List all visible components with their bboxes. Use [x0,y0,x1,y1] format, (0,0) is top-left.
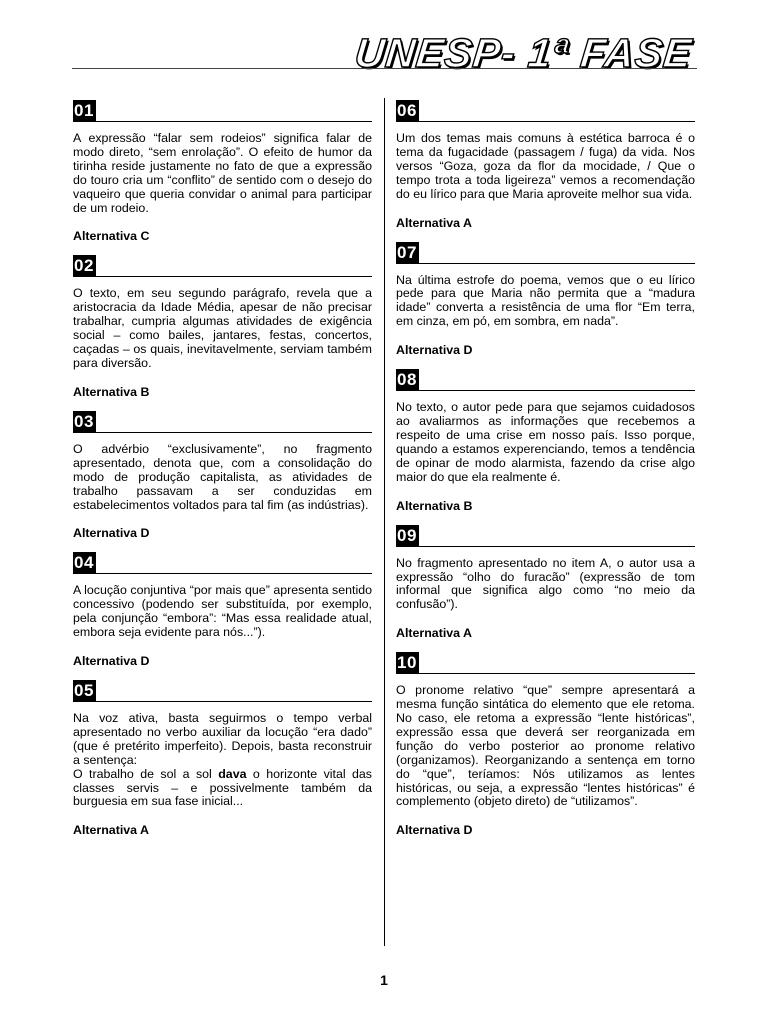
left-column [73,100,372,849]
question-answer: Alternativa C [73,229,150,244]
text-run: o horizonte vital das classes servis – e possivelmente também da burguesia em sua fase inicial... [73,766,372,809]
question-header-rule [396,121,695,122]
question-answer: Alternativa A [73,823,149,838]
question-number: 06 [397,101,417,120]
question-answer: Alternativa B [73,384,150,399]
header-rule [72,68,697,69]
question-block-07 [396,242,695,358]
question-number: 05 [74,681,94,701]
question-answer: Alternativa D [396,343,473,358]
question-number: 02 [74,256,94,276]
page-header-title: UNESP- 1ª FASE [352,30,695,76]
question-header-rule [73,432,372,433]
question-text: Na última estrofe do poema, vemos que o eu lírico pede para que Maria não permita que a “madura idade” converta a resistência de uma flor “Em terra, em cinza, em pó, em sombra, em nada”. [396,272,695,329]
question-text: Na voz ativa, basta seguirmos o tempo verbal apresentado no verbo auxiliar da locução “era dado” (que é pretérito imperfeito). Depois, basta reconstruir a sentença: [73,711,372,767]
question-block-02 [73,255,372,398]
question-header-rule [73,121,372,122]
question-block-05 [73,680,372,837]
question-header [396,652,695,674]
question-header-rule [396,263,695,264]
question-text: O pronome relativo “que” sempre apresentará a mesma função sintática do elemento que ele retoma. No caso, ele retoma a expressão “lente históricas”, expressão essa que deverá ser reorganizada em função do verbo posterior ao pronome relativo (organizamos). Reorganizando a sentença em torno do “que”, teríamos: Nós utilizamos as lentes históricas, ou seja, a expressão “lentes históricas” é complemento (objeto direto) de “utilizamos”. [396,683,695,809]
question-header-rule [73,573,372,574]
question-block-10 [396,652,695,837]
question-number: 04 [74,553,94,573]
question-header [396,369,695,391]
question-number: 08 [397,370,417,390]
question-header [396,525,695,547]
page-number: 1 [380,972,388,988]
question-answer: Alternativa D [73,526,150,541]
question-header [73,100,372,122]
question-text: A expressão “falar sem rodeios” significa falar de modo direto, “sem enrolação”. O efeito de humor da tirinha reside justamente no fato de que a expressão do touro cria um “conflito” de sentido com o desejo do vaqueiro que queria convidar o animal para participar de um rodeio. [73,131,372,215]
question-text-continued [73,768,372,810]
question-header-rule [396,546,695,547]
question-number: 10 [397,653,417,673]
emphasized-verb: dava [218,766,247,781]
question-answer: Alternativa D [396,823,473,838]
question-answer: Alternativa A [396,215,472,230]
question-text: A locução conjuntiva “por mais que” apresenta sentido concessivo (podendo ser substituída, por exemplo, pela conjunção “embora”: “Mas essa realidade atual, embora seja evidente para nós...”). [73,583,372,640]
right-column [396,100,695,849]
question-block-08 [396,369,695,512]
question-block-03 [73,411,372,541]
text-run: O trabalho de sol a sol [73,766,219,781]
question-header [396,242,695,264]
question-text: No fragmento apresentado no item A, o autor usa a expressão “olho do furacão” (expressão de tom informal que significa algo como “no meio da confusão”). [396,555,695,612]
question-block-06 [396,100,695,230]
question-header-rule [73,701,372,702]
question-text: Um dos temas mais comuns à estética barroca é o tema da fugacidade (passagem / fuga) da vida. Nos versos “Goza, goza da flor da mocidade, / Que o tempo trota a toda ligeireza” vemos a recomendação do eu lírico para que Maria aproveite melhor sua vida. [396,131,695,201]
question-header [73,411,372,433]
question-header-rule [396,390,695,391]
column-divider [384,98,385,946]
question-text: O texto, em seu segundo parágrafo, revela que a aristocracia da Idade Média, apesar de não precisar trabalhar, cumpria algumas atividades de exigência social – como bailes, jantares, festas, concertos, caçadas – os quais, inevitavelmente, serviam também para diversão. [73,286,372,370]
question-number: 03 [74,411,94,431]
question-header-rule [73,276,372,277]
question-text: O advérbio “exclusivamente”, no fragmento apresentado, denota que, com a consolidação do modo de produção capitalista, as atividades de trabalho passavam a ser conduzidas em estabelecimentos voltados para tal fim (as indústrias). [73,441,372,512]
question-number: 09 [397,525,417,545]
question-number: 07 [397,242,417,262]
question-number: 01 [74,101,94,120]
question-answer: Alternativa A [396,626,472,641]
question-header [73,255,372,277]
question-answer: Alternativa D [73,654,150,669]
question-block-09 [396,525,695,641]
question-block-01 [73,100,372,243]
question-header-rule [396,673,695,674]
question-header [396,100,695,122]
question-answer: Alternativa B [396,498,473,513]
question-header [73,680,372,702]
question-text: No texto, o autor pede para que sejamos cuidadosos ao avaliarmos as informações que recebemos a respeito de uma crise em nosso país. Isso porque, quando a estamos experenciando, temos a tendência de opinar de modo alarmista, fazendo da crise algo maior do que ela realmente é. [396,400,695,484]
question-header [73,552,372,574]
question-block-04 [73,552,372,668]
